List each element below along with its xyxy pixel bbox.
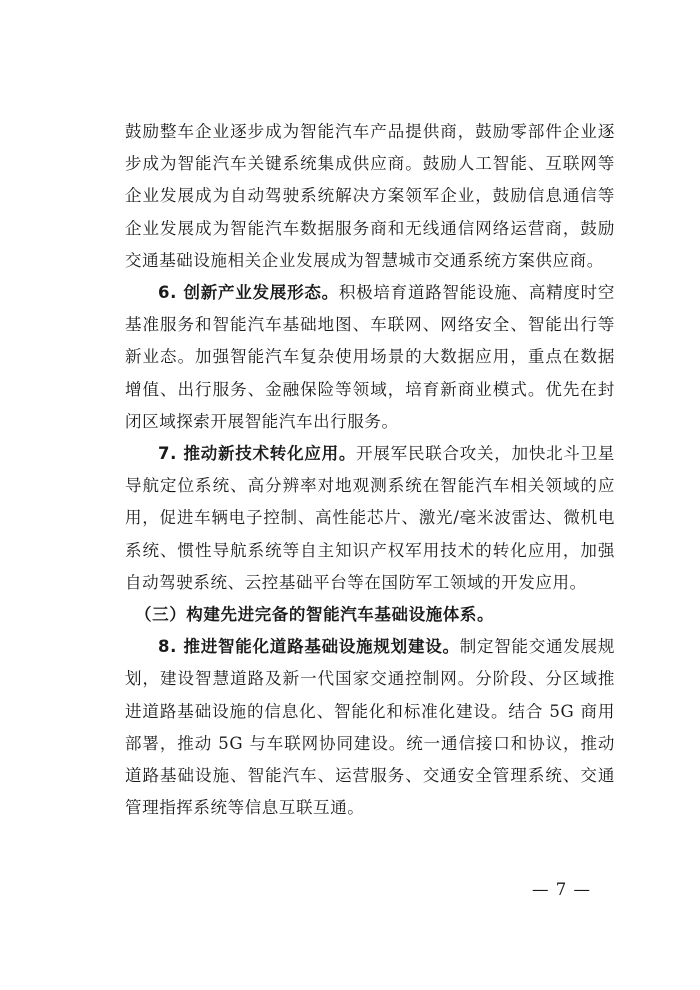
paragraph-text: 开展军民联合攻关，加快北斗卫星导航定位系统、高分辨率对地观测系统在智能汽车相关领域的应用，促进车辆电子控制、高性能芯片、激光/毫米波雷达、微机电系统、惯性导航系统等自主知识产权军用技术的转化应用，加强自动驾驶系统、云控基础平台等在国防军工领域的开发应用。 [125, 444, 616, 592]
paragraph-text: 鼓励整车企业逐步成为智能汽车产品提供商，鼓励零部件企业逐步成为智能汽车关键系统集成供应商。鼓励人工智能、互联网等企业发展成为自动驾驶系统解决方案领军企业，鼓励信息通信等企业发展成为智能汽车数据服务商和无线通信网络运营商，鼓励交通基础设施相关企业发展成为智慧城市交通系统方案供应商。 [125, 122, 615, 270]
paragraph-text: 制定智能交通发展规划，建设智慧道路及新一代国家交通控制网。分阶段、分区域推进道路基础设施的信息化、智能化和标准化建设。结合 5G 商用部署，推动 5G 与车联网协同建设。统一通信接口和协议，推动道路基础设施、智能汽车、运营服务、交通安全管理系统、交通管理指挥系统等信息互联互通。 [125, 637, 615, 818]
paragraph-item-6 [125, 277, 615, 438]
document-body [125, 116, 615, 824]
paragraph-heading: 8. 推进智能化道路基础设施规划建设。 [158, 637, 460, 657]
paragraph-heading: 6. 创新产业发展形态。 [158, 283, 339, 303]
page-number: — 7 — [532, 880, 591, 899]
section-heading: （三）构建先进完备的智能汽车基础设施体系。 [135, 605, 495, 625]
paragraph-heading: 7. 推动新技术转化应用。 [158, 444, 357, 464]
paragraph-continuation [125, 116, 615, 277]
paragraph-text: 积极培育道路智能设施、高精度时空基准服务和智能汽车基础地图、车联网、网络安全、智能出行等新业态。加强智能汽车复杂使用场景的大数据应用，重点在数据增值、出行服务、金融保险等领域，培育新商业模式。优先在封闭区域探索开展智能汽车出行服务。 [125, 283, 615, 431]
paragraph-item-7 [125, 438, 615, 599]
paragraph-item-8 [125, 631, 615, 824]
